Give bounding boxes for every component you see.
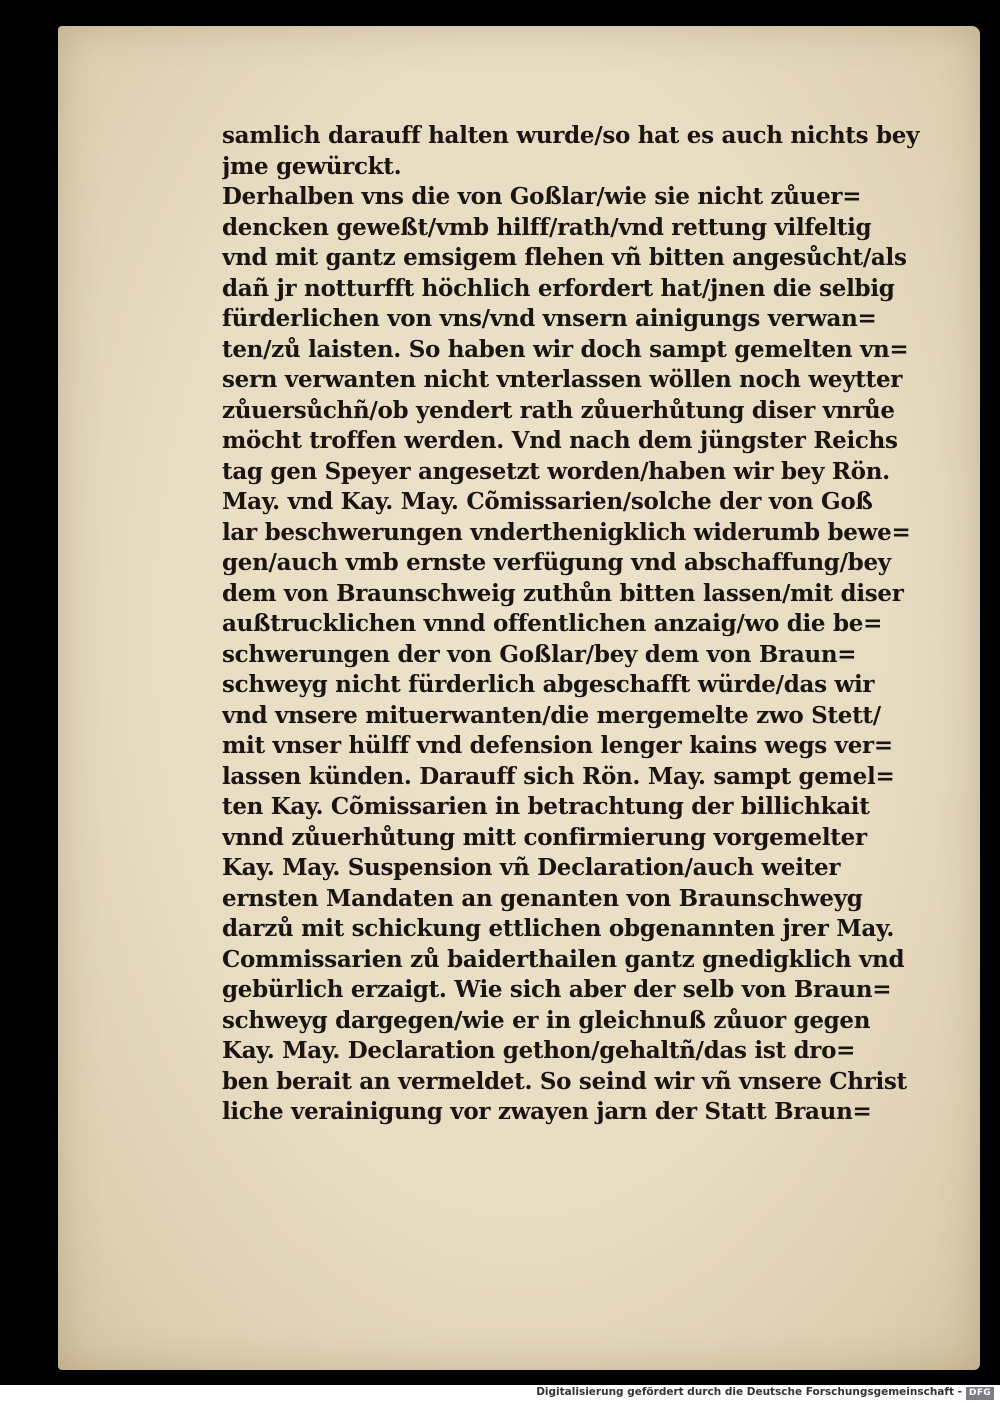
- text-line: dañ jr notturfft höchlich erfordert hat/jnen die selbig: [222, 274, 895, 302]
- text-line: fürderlichen von vns/vnd vnsern ainigungs verwan=: [222, 305, 877, 332]
- dfg-logo-icon: DFG: [966, 1387, 994, 1400]
- text-line: gebürlich erzaigt. Wie sich aber der selb von Braun=: [222, 976, 892, 1003]
- text-line: außtrucklichen vnnd offentlichen anzaig/wo die be=: [222, 610, 883, 637]
- text-line: samlich darauff halten wurde/so hat es auch nichts bey: [222, 122, 920, 149]
- text-line: schweyg dargegen/wie er in gleichnuß zůuor gegen: [222, 1006, 871, 1034]
- text-line: Kay. May. Suspension vñ Declaration/auch weiter: [222, 854, 841, 881]
- footer-bar: [0, 1385, 1000, 1403]
- text-line: vnnd zůuerhůtung mitt confirmierung vorgemelter: [222, 823, 867, 851]
- text-line: schwerungen der von Goßlar/bey dem von Braun=: [222, 640, 857, 668]
- text-line: sern verwanten nicht vnterlassen wöllen noch weytter: [222, 366, 903, 393]
- text-line: darzů mit schickung ettlichen obgenannten jrer May.: [222, 915, 895, 942]
- text-line: Commissarien zů baiderthailen gantz gnedigklich vnd: [222, 945, 905, 973]
- text-line: May. vnd Kay. May. Cõmissarien/solche der von Goß: [222, 488, 873, 515]
- text-line: ten/zů laisten. So haben wir doch sampt gemelten vn=: [222, 335, 909, 363]
- text-line: mit vnser hülff vnd defension lenger kains wegs ver=: [222, 732, 893, 759]
- text-line: vnd mit gantz emsigem flehen vñ bitten angesůcht/als: [222, 244, 907, 271]
- text-line: liche verainigung vor zwayen jarn der Statt Braun=: [222, 1098, 872, 1125]
- text-line: schweyg nicht fürderlich abgeschafft würde/das wir: [222, 671, 875, 698]
- text-line: gen/auch vmb ernste verfügung vnd abschaffung/bey: [222, 549, 891, 576]
- text-line: ben berait an vermeldet. So seind wir vñ vnsere Christ: [222, 1067, 907, 1095]
- text-line: ernsten Mandaten an genanten von Braunschweyg: [222, 884, 863, 912]
- text-line: dem von Braunschweig zuthůn bitten lassen/mit diser: [222, 579, 904, 607]
- text-line: zůuersůchñ/ob yendert rath zůuerhůtung diser vnrůe: [222, 396, 895, 424]
- text-line: Kay. May. Declaration gethon/gehaltñ/das ist dro=: [222, 1037, 856, 1064]
- text-line: lar beschwerungen vnderthenigklich widerumb bewe=: [222, 518, 911, 546]
- text-line: dencken geweßt/vmb hilff/rath/vnd rettung vilfeltig: [222, 213, 872, 241]
- text-line: ten Kay. Cõmissarien in betrachtung der billichkait: [222, 793, 870, 820]
- text-line: jme gewürckt.: [222, 152, 402, 180]
- text-line: Derhalben vns die von Goßlar/wie sie nicht zůuer=: [222, 183, 862, 210]
- text-line: lassen künden. Darauff sich Rön. May. sampt gemel=: [222, 762, 895, 790]
- text-line: möcht troffen werden. Vnd nach dem jüngster Reichs: [222, 427, 898, 454]
- page-text: [222, 121, 967, 1128]
- text-line: vnd vnsere mituerwanten/die mergemelte zwo Stett/: [222, 701, 881, 729]
- text-line: tag gen Speyer angesetzt worden/haben wir bey Rön.: [222, 457, 890, 485]
- funding-credit: Digitalisierung gefördert durch die Deutsche Forschungsgemeinschaft -: [536, 1386, 962, 1398]
